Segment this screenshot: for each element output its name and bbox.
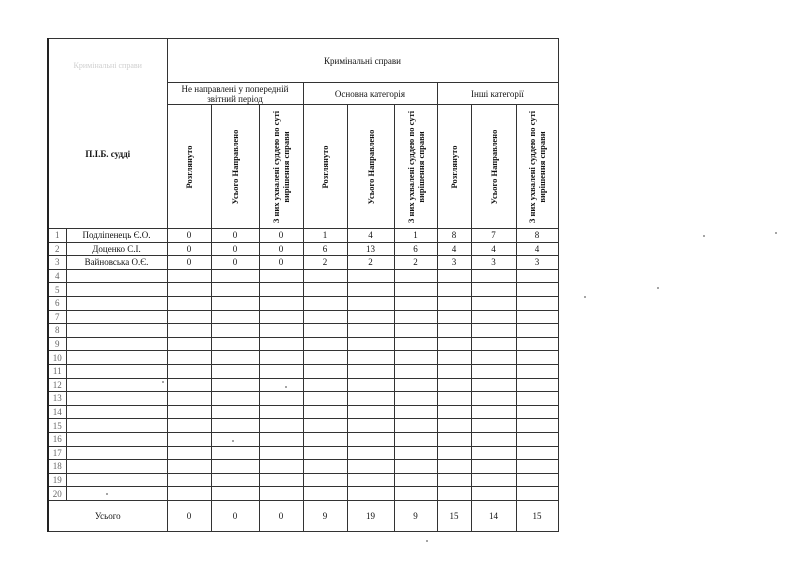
subcol-header-label: З них ухвалені суддею по суті вирішення справи bbox=[271, 110, 291, 223]
judge-name bbox=[66, 446, 167, 460]
value-cell bbox=[211, 460, 259, 474]
value-cell bbox=[303, 351, 347, 365]
row-number: 12 bbox=[48, 378, 66, 392]
value-cell bbox=[167, 460, 211, 474]
value-cell bbox=[259, 419, 303, 433]
value-cell bbox=[347, 324, 394, 338]
value-cell bbox=[167, 487, 211, 501]
value-cell bbox=[303, 310, 347, 324]
value-cell bbox=[167, 446, 211, 460]
value-cell bbox=[516, 487, 558, 501]
value-cell bbox=[259, 378, 303, 392]
value-cell bbox=[303, 473, 347, 487]
value-cell bbox=[394, 378, 437, 392]
value-cell bbox=[211, 364, 259, 378]
value-cell bbox=[347, 310, 394, 324]
value-cell bbox=[394, 392, 437, 406]
table-row bbox=[48, 405, 558, 419]
value-cell bbox=[394, 432, 437, 446]
subcol-header-label: Розглянуто bbox=[320, 145, 330, 188]
table-row bbox=[48, 364, 558, 378]
subcol-header bbox=[394, 105, 437, 229]
table-row bbox=[48, 446, 558, 460]
value-cell bbox=[259, 310, 303, 324]
name-column-label: П.І.Б. судді bbox=[85, 148, 131, 159]
value-cell: 6 bbox=[394, 242, 437, 256]
value-cell bbox=[303, 392, 347, 406]
total-cell: 0 bbox=[211, 500, 259, 531]
value-cell bbox=[347, 419, 394, 433]
value-cell bbox=[394, 487, 437, 501]
value-cell bbox=[471, 419, 516, 433]
value-cell bbox=[437, 351, 471, 365]
row-number: 8 bbox=[48, 324, 66, 338]
value-cell bbox=[167, 378, 211, 392]
total-cell: 15 bbox=[516, 500, 558, 531]
value-cell bbox=[259, 269, 303, 283]
value-cell bbox=[211, 351, 259, 365]
value-cell: 3 bbox=[516, 256, 558, 270]
value-cell bbox=[347, 378, 394, 392]
value-cell bbox=[347, 405, 394, 419]
value-cell: 0 bbox=[167, 229, 211, 243]
criminal-cases-header: Кримінальні справи bbox=[167, 39, 558, 83]
value-cell bbox=[211, 296, 259, 310]
subcol-header-label: Розглянуто bbox=[449, 145, 459, 188]
judge-name bbox=[66, 324, 167, 338]
value-cell: 4 bbox=[347, 229, 394, 243]
value-cell bbox=[303, 337, 347, 351]
value-cell bbox=[347, 351, 394, 365]
value-cell bbox=[394, 269, 437, 283]
subcol-header bbox=[259, 105, 303, 229]
value-cell bbox=[211, 337, 259, 351]
table-row bbox=[48, 392, 558, 406]
subcol-header-label: З них ухвалені суддею по суті вирішення справи bbox=[405, 110, 426, 223]
row-number: 17 bbox=[48, 446, 66, 460]
value-cell bbox=[394, 473, 437, 487]
value-cell bbox=[471, 487, 516, 501]
value-cell: 3 bbox=[437, 256, 471, 270]
value-cell bbox=[516, 283, 558, 297]
subcol-header bbox=[516, 105, 558, 229]
value-cell bbox=[437, 446, 471, 460]
value-cell bbox=[259, 337, 303, 351]
value-cell bbox=[347, 269, 394, 283]
value-cell bbox=[516, 378, 558, 392]
value-cell bbox=[259, 460, 303, 474]
value-cell bbox=[437, 392, 471, 406]
value-cell: 2 bbox=[347, 256, 394, 270]
value-cell bbox=[516, 405, 558, 419]
value-cell bbox=[211, 392, 259, 406]
value-cell bbox=[259, 446, 303, 460]
value-cell bbox=[394, 337, 437, 351]
value-cell bbox=[394, 310, 437, 324]
value-cell bbox=[303, 405, 347, 419]
value-cell: 0 bbox=[211, 256, 259, 270]
table-row bbox=[48, 419, 558, 433]
table-row bbox=[48, 460, 558, 474]
subcol-header-label: Усього Направлено bbox=[365, 129, 376, 204]
total-cell: 9 bbox=[394, 500, 437, 531]
subcol-header-label: Усього Направлено bbox=[230, 129, 240, 204]
value-cell bbox=[394, 283, 437, 297]
value-cell: 1 bbox=[303, 229, 347, 243]
value-cell bbox=[167, 296, 211, 310]
value-cell bbox=[167, 283, 211, 297]
table-row bbox=[48, 269, 558, 283]
group-header-not-sent: Не направлені у попередній звітний період bbox=[167, 83, 303, 105]
value-cell bbox=[471, 351, 516, 365]
value-cell bbox=[437, 487, 471, 501]
value-cell bbox=[347, 283, 394, 297]
row-number: 11 bbox=[48, 364, 66, 378]
value-cell bbox=[303, 419, 347, 433]
value-cell bbox=[259, 487, 303, 501]
value-cell bbox=[211, 283, 259, 297]
value-cell bbox=[437, 296, 471, 310]
value-cell bbox=[211, 405, 259, 419]
row-number: 9 bbox=[48, 337, 66, 351]
row-number: 1 bbox=[48, 229, 66, 243]
table-row bbox=[48, 324, 558, 338]
value-cell bbox=[471, 432, 516, 446]
value-cell bbox=[211, 487, 259, 501]
total-label: Усього bbox=[48, 500, 167, 531]
value-cell bbox=[437, 364, 471, 378]
value-cell bbox=[347, 432, 394, 446]
value-cell: 7 bbox=[471, 229, 516, 243]
value-cell bbox=[303, 269, 347, 283]
value-cell bbox=[303, 378, 347, 392]
judge-name bbox=[66, 296, 167, 310]
value-cell: 8 bbox=[437, 229, 471, 243]
row-number: 13 bbox=[48, 392, 66, 406]
criminal-cases-table bbox=[47, 38, 559, 532]
value-cell bbox=[303, 460, 347, 474]
value-cell bbox=[516, 460, 558, 474]
value-cell bbox=[347, 364, 394, 378]
value-cell bbox=[259, 392, 303, 406]
judge-name bbox=[66, 364, 167, 378]
value-cell bbox=[259, 473, 303, 487]
table-row bbox=[48, 256, 558, 270]
value-cell bbox=[471, 460, 516, 474]
value-cell: 0 bbox=[167, 256, 211, 270]
value-cell bbox=[303, 324, 347, 338]
row-number: 2 bbox=[48, 242, 66, 256]
subcol-header bbox=[437, 105, 471, 229]
value-cell: 0 bbox=[259, 229, 303, 243]
table-row bbox=[48, 432, 558, 446]
value-cell bbox=[394, 446, 437, 460]
value-cell bbox=[259, 296, 303, 310]
total-cell: 0 bbox=[167, 500, 211, 531]
value-cell bbox=[259, 283, 303, 297]
value-cell bbox=[259, 351, 303, 365]
value-cell: 0 bbox=[259, 242, 303, 256]
value-cell: 0 bbox=[211, 229, 259, 243]
table-row bbox=[48, 351, 558, 365]
value-cell bbox=[167, 392, 211, 406]
value-cell bbox=[211, 378, 259, 392]
judge-name bbox=[66, 337, 167, 351]
value-cell bbox=[347, 473, 394, 487]
value-cell bbox=[259, 405, 303, 419]
scan-speck bbox=[775, 232, 777, 234]
judge-name bbox=[66, 460, 167, 474]
value-cell bbox=[437, 460, 471, 474]
subcol-header bbox=[303, 105, 347, 229]
row-number: 4 bbox=[48, 269, 66, 283]
group-header-main-category: Основна категорія bbox=[303, 83, 437, 105]
value-cell bbox=[303, 446, 347, 460]
value-cell bbox=[437, 432, 471, 446]
total-cell: 14 bbox=[471, 500, 516, 531]
value-cell: 2 bbox=[394, 256, 437, 270]
judge-name: Подліпенець Є.О. bbox=[66, 229, 167, 243]
value-cell: 0 bbox=[211, 242, 259, 256]
value-cell bbox=[167, 351, 211, 365]
value-cell bbox=[211, 310, 259, 324]
value-cell bbox=[211, 419, 259, 433]
value-cell bbox=[167, 364, 211, 378]
total-cell: 9 bbox=[303, 500, 347, 531]
judge-name: Доценко С.І. bbox=[66, 242, 167, 256]
row-number: 7 bbox=[48, 310, 66, 324]
value-cell bbox=[516, 296, 558, 310]
value-cell bbox=[347, 296, 394, 310]
value-cell bbox=[394, 364, 437, 378]
row-number: 14 bbox=[48, 405, 66, 419]
value-cell bbox=[394, 351, 437, 365]
value-cell: 1 bbox=[394, 229, 437, 243]
value-cell: 4 bbox=[516, 242, 558, 256]
value-cell: 3 bbox=[471, 256, 516, 270]
value-cell bbox=[516, 432, 558, 446]
value-cell bbox=[516, 419, 558, 433]
row-number: 5 bbox=[48, 283, 66, 297]
judge-name bbox=[66, 405, 167, 419]
scan-speck bbox=[426, 540, 428, 542]
value-cell: 8 bbox=[516, 229, 558, 243]
value-cell bbox=[167, 337, 211, 351]
value-cell: 4 bbox=[471, 242, 516, 256]
value-cell bbox=[437, 473, 471, 487]
table-row bbox=[48, 296, 558, 310]
value-cell bbox=[471, 392, 516, 406]
row-number: 20 bbox=[48, 487, 66, 501]
value-cell bbox=[516, 324, 558, 338]
value-cell bbox=[471, 296, 516, 310]
value-cell bbox=[211, 269, 259, 283]
value-cell bbox=[167, 473, 211, 487]
value-cell bbox=[259, 324, 303, 338]
value-cell bbox=[394, 296, 437, 310]
table-row bbox=[48, 337, 558, 351]
value-cell bbox=[471, 269, 516, 283]
value-cell bbox=[303, 364, 347, 378]
table-row bbox=[48, 310, 558, 324]
value-cell bbox=[167, 405, 211, 419]
value-cell bbox=[394, 405, 437, 419]
value-cell bbox=[347, 446, 394, 460]
value-cell: 0 bbox=[259, 256, 303, 270]
value-cell bbox=[516, 310, 558, 324]
value-cell bbox=[394, 419, 437, 433]
value-cell bbox=[167, 310, 211, 324]
value-cell bbox=[394, 460, 437, 474]
judge-name bbox=[66, 310, 167, 324]
value-cell bbox=[516, 351, 558, 365]
value-cell bbox=[437, 405, 471, 419]
total-cell: 0 bbox=[259, 500, 303, 531]
row-number: 6 bbox=[48, 296, 66, 310]
total-cell: 19 bbox=[347, 500, 394, 531]
scan-speck bbox=[703, 235, 705, 237]
row-number: 3 bbox=[48, 256, 66, 270]
subcol-header-label: Розглянуто bbox=[184, 145, 194, 188]
value-cell bbox=[471, 405, 516, 419]
judge-name bbox=[66, 487, 167, 501]
value-cell bbox=[211, 473, 259, 487]
judge-name bbox=[66, 283, 167, 297]
row-number: 10 bbox=[48, 351, 66, 365]
value-cell bbox=[437, 283, 471, 297]
total-cell: 15 bbox=[437, 500, 471, 531]
value-cell bbox=[259, 432, 303, 446]
value-cell bbox=[437, 269, 471, 283]
table-row bbox=[48, 487, 558, 501]
table-body bbox=[48, 229, 558, 501]
value-cell bbox=[437, 419, 471, 433]
value-cell bbox=[516, 337, 558, 351]
name-column-header bbox=[48, 39, 167, 229]
total-row bbox=[48, 500, 558, 531]
value-cell bbox=[347, 392, 394, 406]
judge-name bbox=[66, 351, 167, 365]
value-cell bbox=[437, 324, 471, 338]
subcol-header bbox=[167, 105, 211, 229]
table-row bbox=[48, 283, 558, 297]
subcol-header bbox=[471, 105, 516, 229]
value-cell bbox=[167, 324, 211, 338]
value-cell: 13 bbox=[347, 242, 394, 256]
judge-name bbox=[66, 269, 167, 283]
table-row bbox=[48, 473, 558, 487]
value-cell bbox=[167, 419, 211, 433]
subcol-header bbox=[211, 105, 259, 229]
row-number: 15 bbox=[48, 419, 66, 433]
value-cell bbox=[437, 378, 471, 392]
value-cell bbox=[471, 446, 516, 460]
value-cell: 2 bbox=[303, 256, 347, 270]
subcol-header bbox=[347, 105, 394, 229]
value-cell bbox=[437, 310, 471, 324]
value-cell: 4 bbox=[437, 242, 471, 256]
row-number: 16 bbox=[48, 432, 66, 446]
value-cell bbox=[347, 460, 394, 474]
subcol-header-label: Усього Направлено bbox=[488, 129, 499, 204]
value-cell bbox=[347, 337, 394, 351]
value-cell bbox=[471, 283, 516, 297]
value-cell bbox=[516, 364, 558, 378]
judge-name bbox=[66, 378, 167, 392]
judge-name bbox=[66, 473, 167, 487]
value-cell bbox=[471, 324, 516, 338]
value-cell: 0 bbox=[167, 242, 211, 256]
subcol-header-label: З них ухвалені суддею по суті вирішення справи bbox=[527, 110, 547, 223]
value-cell bbox=[167, 269, 211, 283]
scan-speck bbox=[584, 296, 586, 298]
value-cell bbox=[437, 337, 471, 351]
table-row bbox=[48, 242, 558, 256]
value-cell bbox=[303, 296, 347, 310]
value-cell bbox=[211, 432, 259, 446]
table-row bbox=[48, 229, 558, 243]
value-cell: 6 bbox=[303, 242, 347, 256]
judge-name bbox=[66, 432, 167, 446]
group-header-other-categories: Інші категорії bbox=[437, 83, 558, 105]
faded-header-text: Кримінальні справи bbox=[73, 61, 142, 70]
value-cell bbox=[394, 324, 437, 338]
value-cell bbox=[471, 378, 516, 392]
value-cell bbox=[303, 283, 347, 297]
value-cell bbox=[259, 364, 303, 378]
value-cell bbox=[516, 269, 558, 283]
table-row bbox=[48, 378, 558, 392]
value-cell bbox=[516, 473, 558, 487]
value-cell bbox=[303, 432, 347, 446]
value-cell bbox=[516, 392, 558, 406]
row-number: 18 bbox=[48, 460, 66, 474]
row-number: 19 bbox=[48, 473, 66, 487]
value-cell bbox=[347, 487, 394, 501]
judge-name bbox=[66, 419, 167, 433]
value-cell bbox=[211, 324, 259, 338]
value-cell bbox=[471, 364, 516, 378]
value-cell bbox=[303, 487, 347, 501]
value-cell bbox=[471, 310, 516, 324]
value-cell bbox=[167, 432, 211, 446]
value-cell bbox=[471, 473, 516, 487]
value-cell bbox=[516, 446, 558, 460]
judge-name bbox=[66, 392, 167, 406]
value-cell bbox=[211, 446, 259, 460]
value-cell bbox=[471, 337, 516, 351]
judge-name: Вайновська О.Є. bbox=[66, 256, 167, 270]
scan-speck bbox=[657, 287, 659, 289]
